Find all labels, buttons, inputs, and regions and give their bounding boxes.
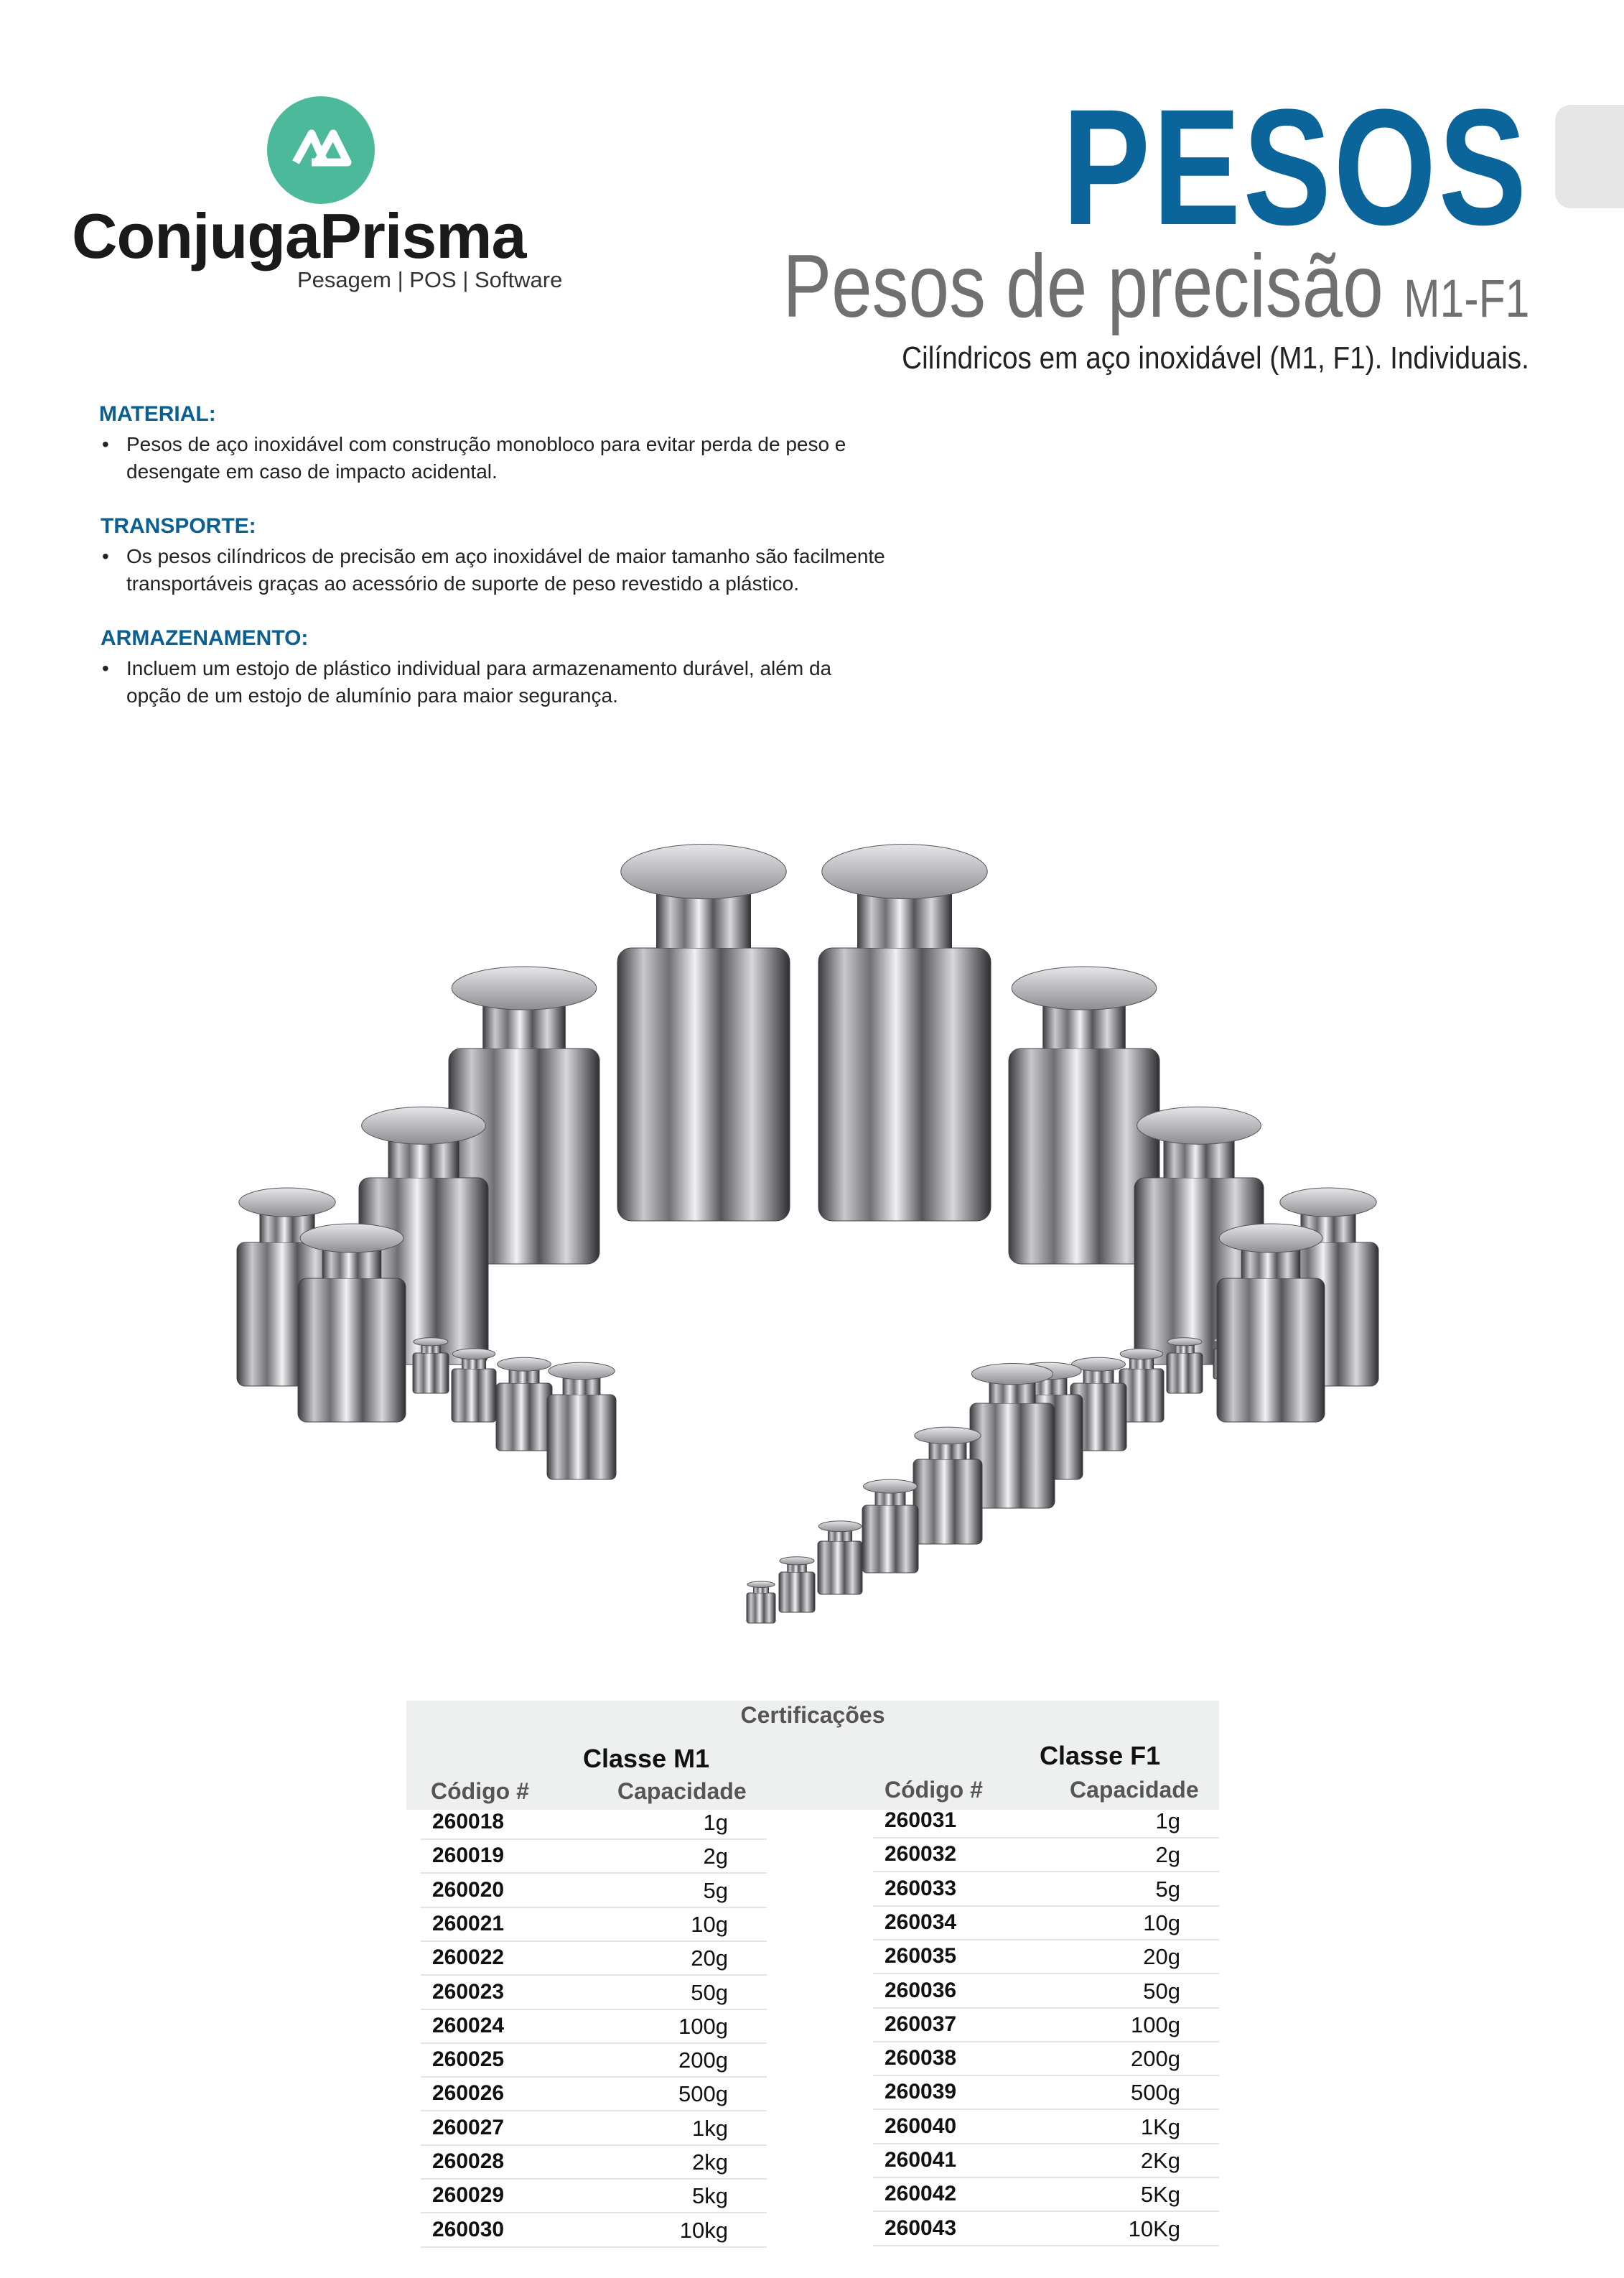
row-capacity: 20g — [691, 1945, 728, 1971]
row-capacity: 10g — [1143, 1910, 1180, 1935]
row-code: 260019 — [432, 1844, 505, 1868]
table-row — [421, 1907, 767, 1942]
table-row — [873, 1804, 1219, 1838]
page-tagline: Cilíndricos em aço inoxidável (M1, F1). Individuais. — [902, 340, 1529, 376]
row-capacity: 100g — [678, 2013, 728, 2039]
table-row — [421, 1805, 767, 1840]
row-capacity: 5Kg — [1140, 2182, 1180, 2208]
row-capacity: 500g — [1131, 2080, 1180, 2106]
section-item-transporte: • Os pesos cilíndricos de precisão em aço inoxidável de maior tamanho são facilmente transportáveis graças ao acessório de suporte de peso revestido a plástico. — [101, 543, 887, 598]
page-subtitle — [782, 237, 1529, 345]
table-row — [421, 2145, 767, 2180]
row-code: 260041 — [885, 2148, 957, 2172]
steel-weight — [818, 845, 991, 1221]
section-item-material: • Pesos de aço inoxidável com construção monobloco para evitar perda de peso e desengate em caso de impacto acidental. — [101, 431, 887, 485]
table-row — [873, 2144, 1219, 2178]
row-capacity: 5g — [703, 1877, 728, 1903]
m1-col-capacity: Capacidade — [617, 1778, 747, 1804]
steel-weight — [818, 1521, 862, 1594]
row-code: 260025 — [432, 2047, 505, 2072]
table-row — [421, 1839, 767, 1874]
m1-col-code: Código # — [431, 1778, 529, 1804]
steel-weight — [547, 1362, 616, 1479]
row-code: 260035 — [885, 1944, 957, 1968]
row-capacity: 5g — [1155, 1876, 1180, 1902]
table-row — [421, 1976, 767, 2010]
steel-weight — [747, 1581, 775, 1623]
table-row — [421, 1874, 767, 1908]
row-code: 260028 — [432, 2149, 505, 2173]
table-row — [421, 2111, 767, 2146]
row-code: 260031 — [885, 1808, 957, 1832]
row-capacity: 1kg — [692, 2115, 728, 2141]
precision-weights-image — [122, 761, 1501, 1673]
row-code: 260027 — [432, 2115, 505, 2139]
steel-weight — [862, 1479, 918, 1573]
row-code: 260034 — [885, 1910, 957, 1934]
row-code: 260018 — [432, 1810, 505, 1833]
row-capacity: 50g — [1143, 1978, 1180, 2004]
row-code: 260033 — [885, 1876, 957, 1900]
table-row — [873, 2075, 1219, 2110]
class-m1-title: Classe M1 — [583, 1744, 710, 1773]
row-capacity: 10g — [691, 1911, 728, 1937]
row-capacity: 200g — [1131, 2046, 1180, 2072]
row-code: 260029 — [432, 2183, 505, 2208]
row-capacity: 2kg — [692, 2149, 728, 2175]
brand-name: ConjugaPrisma — [72, 200, 526, 271]
row-code: 260043 — [885, 2216, 957, 2240]
table-row — [873, 2212, 1219, 2246]
row-code: 260023 — [432, 1979, 505, 2004]
row-capacity: 1Kg — [1140, 2114, 1180, 2139]
logo-mark — [267, 96, 375, 204]
row-capacity: 200g — [678, 2047, 728, 2073]
section-item-armazenamento: • Incluem um estojo de plástico individual para armazenamento durável, além da opção de um estojo de alumínio para maior segurança. — [101, 655, 887, 710]
logo-prism-icon — [267, 96, 375, 204]
table-row — [421, 2213, 767, 2248]
row-capacity: 50g — [691, 1979, 728, 2005]
class-f1-title: Classe F1 — [1040, 1741, 1161, 1770]
steel-weight — [779, 1557, 815, 1612]
brand-tagline: Pesagem | POS | Software — [297, 267, 563, 292]
row-capacity: 100g — [1131, 2012, 1180, 2037]
steel-weight — [617, 845, 790, 1221]
row-code: 260042 — [885, 2182, 957, 2206]
subtitle-text: Pesos de precisão — [782, 237, 1383, 336]
row-code: 260036 — [885, 1978, 957, 2002]
row-code: 260024 — [432, 2013, 505, 2037]
table-row — [421, 2179, 767, 2213]
row-capacity: 1g — [703, 1810, 728, 1835]
row-code: 260022 — [432, 1945, 505, 1970]
row-capacity: 10kg — [679, 2217, 728, 2243]
steel-weight — [496, 1357, 552, 1451]
table-row — [873, 1906, 1219, 1940]
product-photo — [122, 761, 1501, 1673]
row-capacity: 20g — [1143, 1944, 1180, 1970]
row-code: 260039 — [885, 2080, 957, 2104]
row-code: 260030 — [432, 2217, 505, 2241]
subtitle-class: M1-F1 — [1403, 269, 1529, 328]
table-row — [421, 1941, 767, 1976]
row-capacity: 1g — [1155, 1808, 1180, 1833]
table-row — [873, 1940, 1219, 1974]
table-row — [421, 2043, 767, 2078]
table-row — [873, 1838, 1219, 1872]
page-side-tab — [1555, 105, 1624, 208]
page-title: PESOS — [1062, 75, 1529, 259]
table-row — [873, 2110, 1219, 2144]
f1-col-capacity: Capacidade — [1070, 1777, 1199, 1803]
table-row — [873, 2008, 1219, 2042]
section-heading-transporte: TRANSPORTE: — [101, 514, 256, 538]
row-code: 260038 — [885, 2046, 957, 2070]
row-code: 260040 — [885, 2114, 957, 2138]
row-capacity: 2g — [703, 1844, 728, 1869]
table-row — [421, 2009, 767, 2044]
f1-col-code: Código # — [885, 1777, 983, 1803]
table-row — [873, 2177, 1219, 2212]
row-code: 260032 — [885, 1842, 957, 1866]
table-title: Certificações — [740, 1702, 885, 1728]
table-row — [873, 1872, 1219, 1907]
row-capacity: 5kg — [692, 2183, 728, 2209]
table-row — [873, 1974, 1219, 2009]
row-capacity: 2Kg — [1140, 2148, 1180, 2173]
row-capacity: 2g — [1155, 1842, 1180, 1868]
row-code: 260037 — [885, 2012, 957, 2036]
row-code: 260020 — [432, 1877, 505, 1902]
section-heading-armazenamento: ARMAZENAMENTO: — [101, 626, 309, 650]
row-code: 260026 — [432, 2081, 505, 2106]
table-row — [421, 2077, 767, 2111]
row-capacity: 10Kg — [1128, 2216, 1180, 2241]
table-row — [873, 2042, 1219, 2076]
row-capacity: 500g — [678, 2081, 728, 2107]
section-heading-material: MATERIAL: — [99, 402, 216, 426]
row-code: 260021 — [432, 1911, 505, 1935]
